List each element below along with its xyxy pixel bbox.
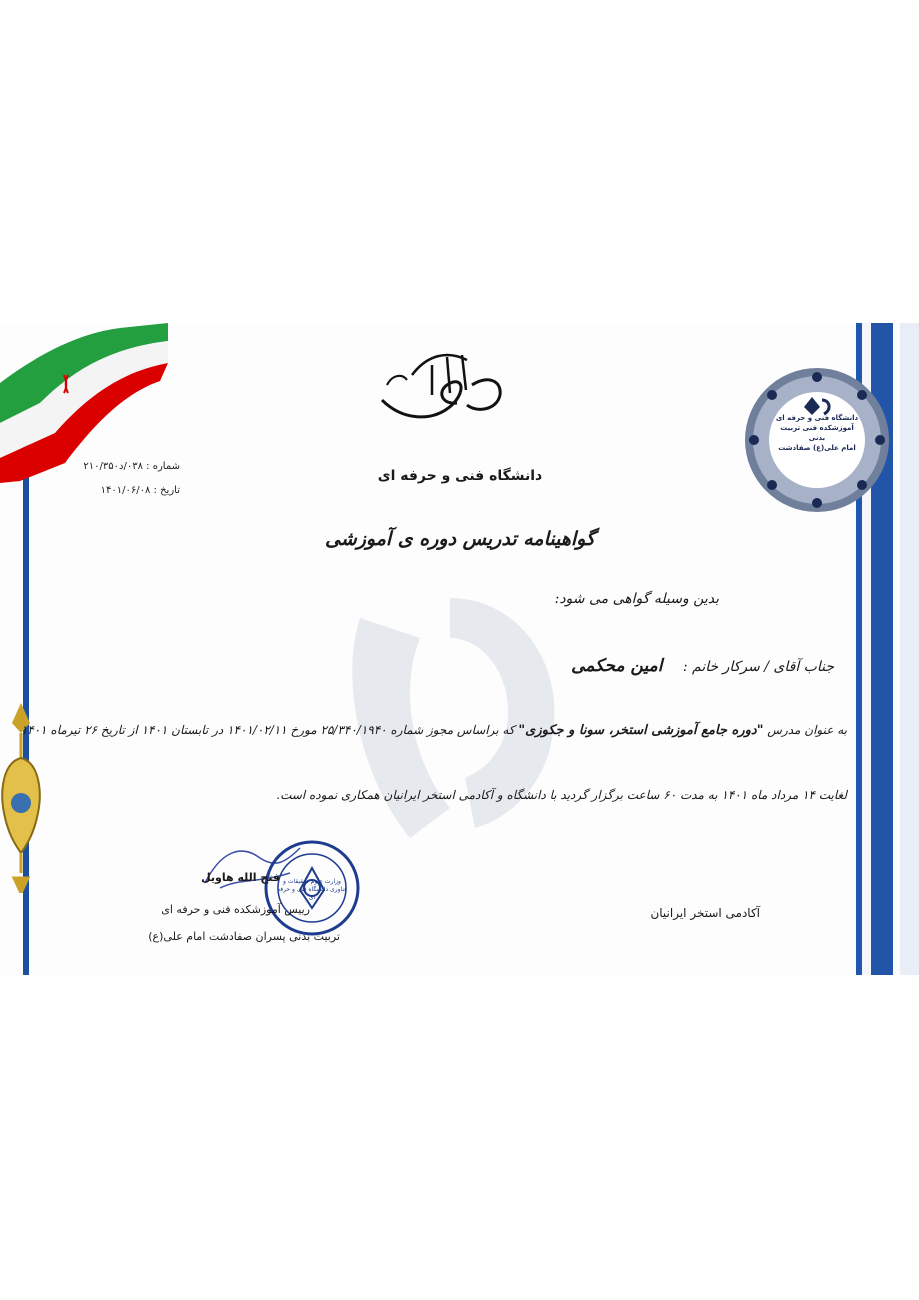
letter-number: شماره : ۰۳۸/د۲۱۰/۳۵۰ xyxy=(83,461,180,472)
signatory-role: رییس آموزشکده فنی و حرفه ای xyxy=(161,903,310,916)
recipient-prefix: جناب آقای / سرکار خانم : xyxy=(682,659,834,675)
certificate xyxy=(0,323,919,975)
signatory-name: فتح الله هاویل xyxy=(201,871,280,884)
certificate-intro: بدین وسیله گواهی می شود: xyxy=(554,591,719,607)
body-line-2: لغایت ۱۴ مرداد ماه ۱۴۰۱ به مدت ۶۰ ساعت برگزار گردید با دانشگاه و آکادمی استخر ایرانیان همکاری نموده است. xyxy=(276,788,847,802)
seal-line-1: دانشگاه فنی و حرفه ای xyxy=(775,414,859,422)
seal-line-2: آموزشکده فنی تربیت بدنی xyxy=(780,424,854,442)
recipient-row xyxy=(571,656,834,676)
university-name: دانشگاه فنی و حرفه ای xyxy=(377,468,543,484)
recipient-name: امین محکمی xyxy=(571,656,663,676)
stamp-text: وزارت علوم تحقیقات و فناوری دانشگاه فنی و حرفه ای xyxy=(277,878,347,901)
iran-flag-icon xyxy=(0,323,175,483)
signatory-institution: تربیت بدنی پسران صفادشت امام علی(ع) xyxy=(148,930,340,943)
certificate-title: گواهینامه تدریس دوره ی آموزشی xyxy=(324,528,596,550)
seal-text xyxy=(772,413,862,453)
bismillah-calligraphy-icon xyxy=(372,345,510,425)
seal-line-3: امام علی(ع) صفادشت xyxy=(778,444,856,452)
letter-date: تاریخ : ۱۴۰۱/۰۶/۰۸ xyxy=(100,485,180,496)
body-line-1-suffix: که براساس مجوز شماره ۲۵/۳۴۰/۱۹۴۰ مورخ ۱۴۰۱/۰۲/۱۱ در تابستان ۱۴۰۱ از تاریخ ۲۶ تیرماه ۱۴۰۱ xyxy=(20,723,515,737)
right-stripe-edge xyxy=(900,323,919,975)
body-line-1 xyxy=(21,723,847,738)
body-line-1-prefix: به عنوان مدرس xyxy=(767,723,847,737)
academy-signature: آکادمی استخر ایرانیان xyxy=(650,906,760,920)
course-name: "دوره جامع آموزشی استخر، سونا و جکوزی" xyxy=(518,723,764,738)
